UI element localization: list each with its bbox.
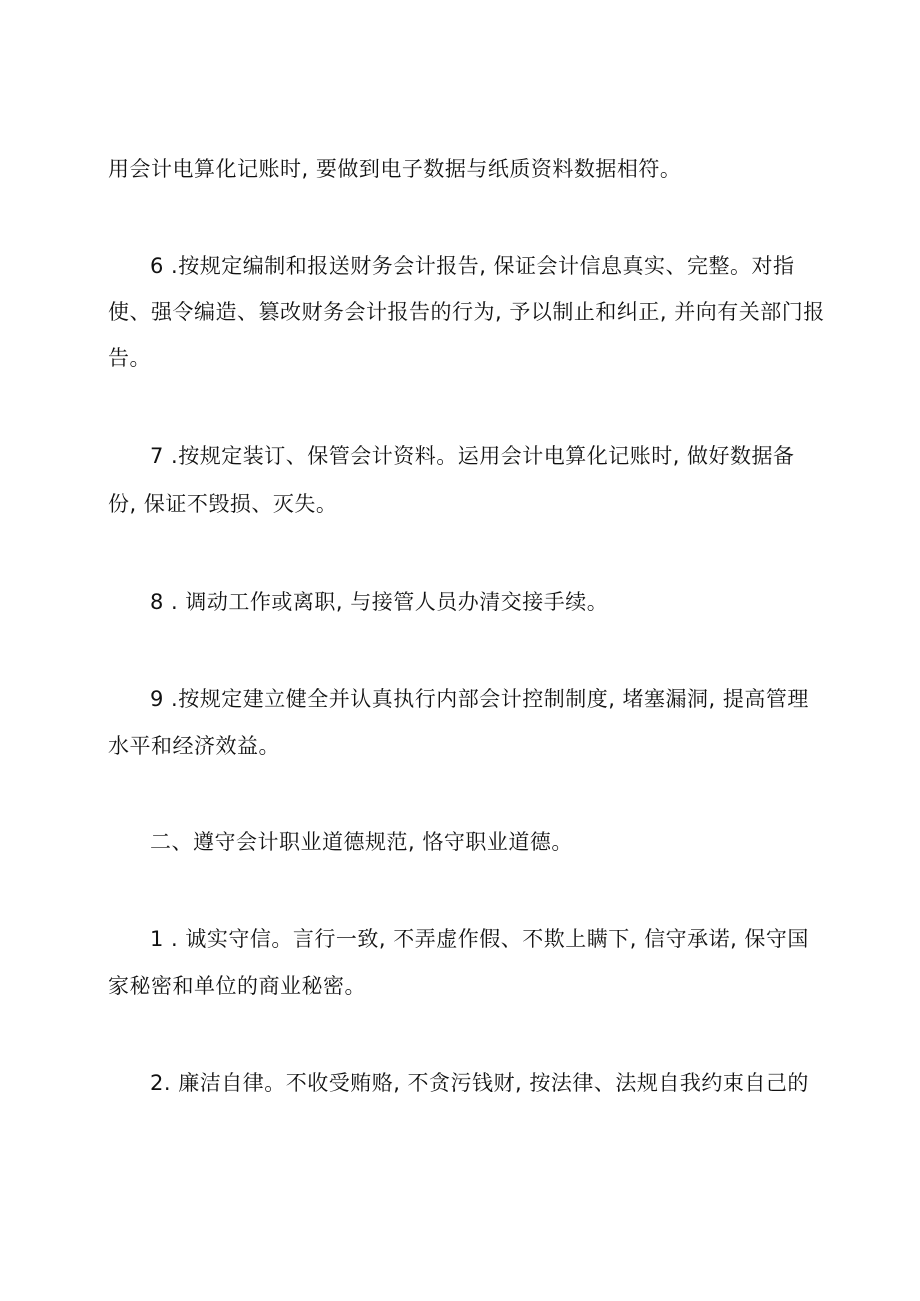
item-7-line-2: 份, 保证不毁损、灭失。 — [108, 492, 338, 516]
item-9-line-1: 9 .按规定建立健全并认真执行内部会计控制制度, 堵塞漏洞, 提高管理 — [150, 687, 809, 711]
item-6-line-2: 使、强令编造、篡改财务会计报告的行为, 予以制止和纠正, 并向有关部门报 — [108, 300, 825, 324]
item-8-line: 8 . 调动工作或离职, 与接管人员办清交接手续。 — [150, 590, 609, 614]
paragraph-continuation-line: 用会计电算化记账时, 要做到电子数据与纸质资料数据相符。 — [108, 157, 682, 181]
item-6-line-3: 告。 — [108, 346, 151, 370]
item-7-line-1: 7 .按规定装订、保管会计资料。运用会计电算化记账时, 做好数据备 — [150, 444, 795, 468]
item-9-line-2: 水平和经济效益。 — [108, 734, 280, 758]
section-2-item-2-line-1: 2. 廉洁自律。不收受贿赂, 不贪污钱财, 按法律、法规自我约束自己的 — [150, 1071, 809, 1095]
item-6-line-1: 6 .按规定编制和报送财务会计报告, 保证会计信息真实、完整。对指 — [150, 254, 795, 278]
section-2-heading: 二、遵守会计职业道德规范, 恪守职业道德。 — [150, 830, 573, 854]
section-2-item-1-line-1: 1 . 诚实守信。言行一致, 不弄虚作假、不欺上瞒下, 信守承诺, 保守国 — [150, 927, 809, 951]
section-2-item-1-line-2: 家秘密和单位的商业秘密。 — [108, 974, 366, 998]
